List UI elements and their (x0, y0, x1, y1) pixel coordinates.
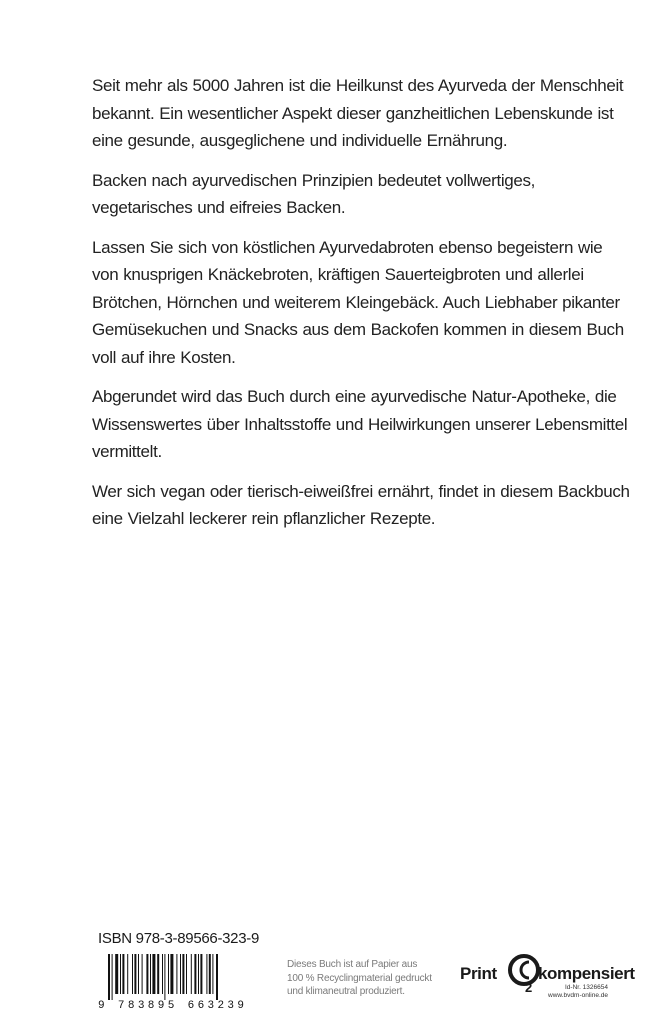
print-compensated-logo (460, 950, 635, 1010)
blurb-paragraph-4: Abgerundet wird das Buch durch eine ayurvedische Natur-Apotheke, die Wissenswertes über Inhaltsstoffe und Heilwirkungen unserer Lebensmittel vermittelt. (92, 387, 628, 461)
barcode-bar (162, 954, 163, 994)
barcode-bar (112, 954, 113, 1000)
blurb-paragraph-3: Lassen Sie sich von köstlichen Ayurvedabroten ebenso begeistern wie von knusprigen Knäckebroten, kräftigen Sauerteigbroten und allerlei Brötchen, Hörnchen und weiterem Kleingebäck. Auch Liebhaber pikanter Gemüsekuchen und Snacks aus dem Backofen kommen in diesem Buch voll auf ihre Kosten. (92, 237, 624, 367)
barcode-bar (164, 954, 165, 1000)
barcode-bar (152, 954, 155, 994)
barcode-bar (132, 954, 133, 994)
barcode-bar (186, 954, 187, 994)
barcode-bar (146, 954, 148, 994)
barcode-icon (98, 954, 248, 1010)
blurb-paragraph-1: Seit mehr als 5000 Jahren ist die Heilkunst des Ayurveda der Menschheit bekannt. Ein wesentlicher Aspekt dieser ganzheitlichen Lebenskunde ist eine gesunde, ausgeglichene und individuelle Ernährung. (92, 76, 624, 150)
barcode-bar (191, 954, 192, 994)
barcode-bar (180, 954, 181, 994)
barcode-bar (209, 954, 211, 994)
barcode-bar (142, 954, 143, 994)
barcode-bar (182, 954, 184, 994)
logo-print-word: Print (460, 964, 497, 983)
logo-id-number: Id-Nr. 1326654 (564, 984, 608, 991)
barcode-bar (108, 954, 110, 1000)
barcode-bar (138, 954, 139, 994)
barcode-bar (150, 954, 151, 994)
eco-note-line-3: und klimaneutral produziert. (287, 986, 405, 997)
barcode-bar (134, 954, 136, 994)
barcode-bar (194, 954, 196, 994)
barcode-bar (127, 954, 128, 994)
blurb-text (92, 72, 632, 545)
barcode-bar (206, 954, 207, 994)
eco-note-line-2: 100 % Recyclingmaterial gedruckt (287, 972, 432, 984)
barcode-bar (122, 954, 124, 994)
barcode-bar (120, 954, 121, 994)
logo-id-block (548, 984, 608, 1000)
eco-note-line-1: Dieses Buch ist auf Papier aus (287, 959, 418, 970)
barcode-bar (198, 954, 199, 994)
barcode-bar (170, 954, 173, 994)
svg-text:2: 2 (525, 980, 533, 994)
barcode-bar (200, 954, 202, 994)
barcode-bar (176, 954, 177, 994)
co2-logo-icon (508, 950, 540, 994)
logo-kompensiert-word: kompensiert (538, 964, 635, 983)
barcode-bar (115, 954, 118, 994)
barcode-bar (216, 954, 218, 1000)
logo-url: www.bvdm-online.de (548, 992, 608, 999)
barcode-digits: 9 783895 663239 (98, 1000, 244, 1010)
isbn-label: ISBN 978-3-89566-323-9 (98, 930, 260, 947)
barcode-bar (157, 954, 159, 994)
barcode-bar (168, 954, 169, 994)
barcode-bar (212, 954, 213, 994)
blurb-paragraph-2: Backen nach ayurvedischen Prinzipien bedeutet vollwertiges, vegetarisches und eifreies Backen. (92, 170, 536, 217)
blurb-paragraph-5: Wer sich vegan oder tierisch-eiweißfrei ernährt, findet in diesem Backbuch eine Vielzahl leckerer rein pflanzlicher Rezepte. (92, 481, 630, 528)
eco-note (287, 958, 437, 999)
